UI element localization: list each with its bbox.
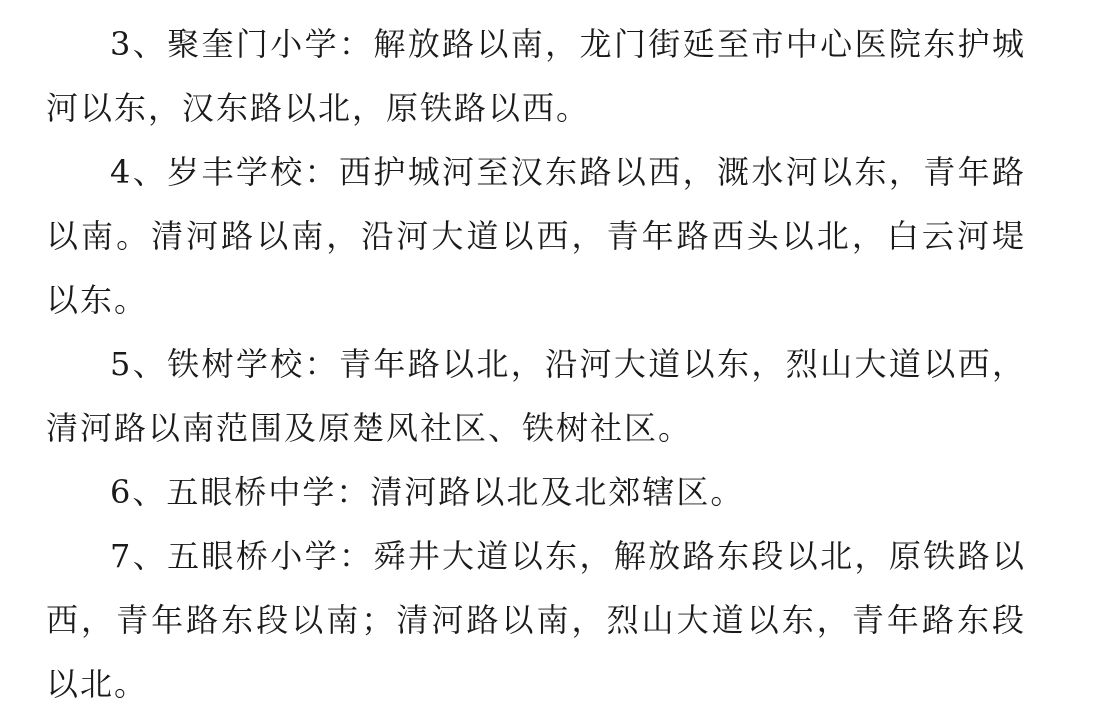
paragraph-school-3: 3、聚奎门小学：解放路以南，龙门街延至市中心医院东护城河以东，汉东路以北，原铁路以西。 [46,25,1026,127]
paragraph-school-6: 6、五眼桥中学：清河路以北及北郊辖区。 [110,473,745,511]
paragraph-school-7: 7、五眼桥小学：舜井大道以东，解放路东段以北，原铁路以西，青年路东段以南；清河路以南，烈山大道以东，青年路东段以北。 [46,537,1026,703]
paragraph-school-4: 4、岁丰学校：西护城河至汉东路以西，溉水河以东，青年路以南。清河路以南，沿河大道以西，青年路西头以北，白云河堤以东。 [46,153,1026,319]
paragraph-school-5: 5、铁树学校：青年路以北，沿河大道以东，烈山大道以西，清河路以南范围及原楚风社区、铁树社区。 [46,345,1026,447]
